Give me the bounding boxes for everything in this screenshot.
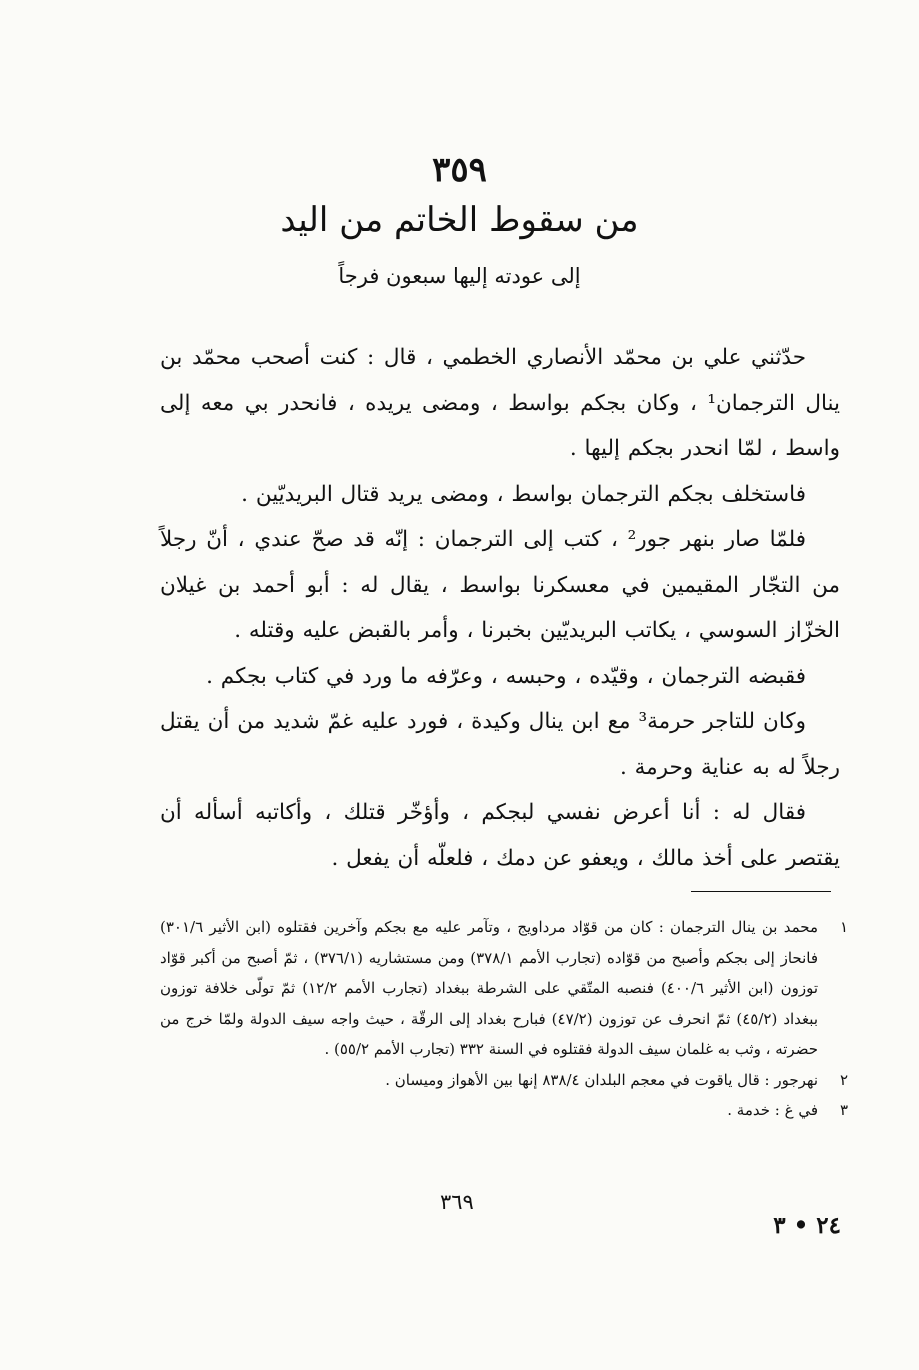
footnote-text: نهرجور : قال ياقوت في معجم البلدان ٨٣٨/٤ إنها بين الأهواز وميسان . <box>385 1070 818 1089</box>
paragraph: فقبضه الترجمان ، وقيّده ، وحبسه ، وعرّفه ما ورد في كتاب بجكم . <box>206 663 806 689</box>
story-number: ٣٥٩ <box>432 150 487 190</box>
paragraph: فلمّا صار بنهر جور² ، كتب إلى الترجمان : إنّه قد صحّ عندي ، أنّ رجلاً من التجّار المقيمين في معسكرنا بواسط ، يقال له : أبو أحمد بن غيلان الخزّاز السوسي ، يكاتب البريديّين بخبرنا ، وأمر بالقبض عليه وقتله . <box>160 527 840 643</box>
footnote-text: محمد بن ينال الترجمان : كان من قوّاد مرداويج ، وتآمر عليه مع بجكم وآخرين فقتلوه (ابن الأثير ٣٠١/٦) فانحاز إلى بجكم وأصبح من قوّاده (تجارب الأمم ٣٧٨/١) ومن مستشاريه (٣٧٦/١) ، ثمّ أصبح من أكبر قوّاد توزون (ابن الأثير ٤٠٠/٦) فنصبه المتّقي على الشرطة ببغداد (تجارب الأمم ١٢/٢) ثمّ تولّى خلافة توزون ببغداد (٤٥/٢) ثمّ انحرف عن توزون (٤٧/٢) فبارح بغداد إلى الرقّة ، حيث واجه سيف الدولة ولمّا خرج من حضرته ، وثب به غلمان سيف الدولة فقتلوه في السنة ٣٣٢ (تجارب الأمم ٥٥/٢) . <box>160 918 818 1058</box>
footnote <box>160 1095 848 1126</box>
page-number: ٣٦٩ <box>440 1190 474 1214</box>
footnote <box>160 1065 848 1096</box>
footnote <box>160 912 848 1065</box>
paragraph: فقال له : أنا أعرض نفسي لبجكم ، وأؤخّر قتلك ، وأكاتبه أسأله أن يقتصر على أخذ مالك ، ويعفو عن دمك ، فلعلّه أن يفعل . <box>160 800 840 871</box>
paragraph: حدّثني علي بن محمّد الأنصاري الخطمي ، قال : كنت أصحب محمّد بن ينال الترجمان¹ ، وكان بجكم بواسط ، ومضى يريده ، فانحدر بي معه إلى واسط ، لمّا انحدر بجكم إليها . <box>160 345 840 461</box>
chapter-subtitle: إلى عودته إليها سبعون فرجاً <box>338 264 581 288</box>
chapter-title: من سقوط الخاتم من اليد <box>280 200 639 240</box>
footnote-text: في غ : خدمة . <box>727 1101 818 1119</box>
footnote-mark: ٢ <box>839 1070 848 1089</box>
footnote-divider <box>691 891 831 892</box>
paragraph: فاستخلف بجكم الترجمان بواسط ، ومضى يريد قتال البريديّين . <box>241 481 806 507</box>
paragraph: وكان للتاجر حرمة³ مع ابن ينال وكيدة ، فورد عليه غمّ شديد من أن يقتل رجلاً له به عناية وحرمة . <box>160 709 840 780</box>
signature-mark: ٢٤ • ٣ <box>773 1212 841 1239</box>
footnote-mark: ١ <box>839 918 848 936</box>
footnotes <box>160 912 848 1126</box>
main-text <box>160 335 840 881</box>
footnote-mark: ٣ <box>839 1101 848 1119</box>
